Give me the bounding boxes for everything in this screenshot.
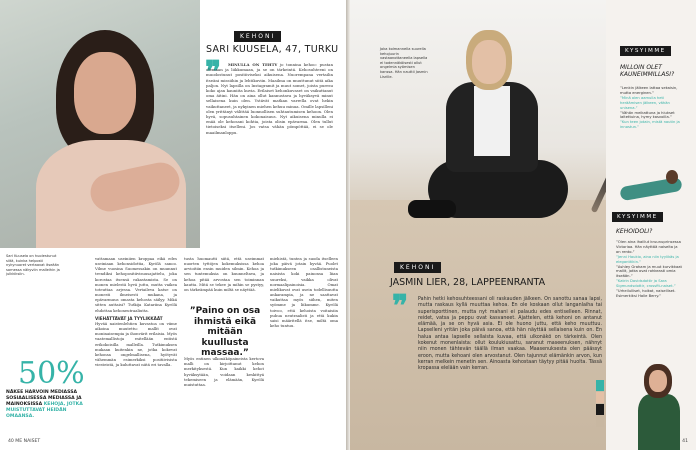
survey-tag-1: KYSYIMME — [620, 46, 671, 56]
portrait-photo-sari — [0, 0, 200, 248]
page-number-right: 41 — [682, 439, 688, 444]
article-column-3: miehistä, tuntea ja suoda itselleen joka päivä jotain hyvää. Puolet tutkimukseen osallistuneista naisista koki painonsa liian suureksi, vaikka olivat normaalipainoisia. Omat mielikuvat ovat usein todellisuutta ankarampia, ja ne saattavat vaikuttaa myös siihen, miten syömme ja liikumme. Kyrölä toivoo, että kehoista voitaisiin puhua neutraalisti ja että kukin saisi määritellä itse, miltä oma keho tuntuu. — [270, 256, 338, 329]
answer: ”Vähän meikattuna ja hiukset laitettuina, hymy kasvoilla.” — [620, 110, 675, 120]
column2-more: Myös entinen ulkonäköpaineista kertova malli on kirjoittanut kehon merkityksestä. Kun kaikki kehot hyväksytään, voidaan keskittyä tekemiseen ja elämään, Kyrölä muistuttaa. — [184, 356, 264, 387]
photo-woman-standing — [634, 360, 684, 450]
section-tag-right: KEHONI — [394, 262, 441, 273]
column1-text: vattamaan useiniien kroppaa eikä edes useiniaan kehonsidottia, Kyrölä sanoo. Vilme vuosina Suomessakin on muunnut trendiksi kehopositiivisuusajattelu, joka korostaa itsensä rakastamista. Se on monen mielestä hyvä juttu, mutta vaikea toteuttaa arjessa. Vertaileva katse on monesti ilmeisesti mukana, ja epävarmuus omasta kehosta säilyy. Mikä sitten auttaisi? Tutkija Katariina Kyrölä ehdottaa kehoneutraaliutta. — [95, 256, 177, 313]
answer: ”Lenkin jälkeen lattaa sekaisin, mutta energinen.” — [620, 86, 678, 95]
survey-tag-2: KYSYIMME — [612, 212, 663, 222]
column2-text: tusta huomautti siitä, että useimmat nuorten tyttöjen kokemuksissa kehoa arvioitiin ensin muiden silmin. Kehoa ja sen tuntemuksia on kuunneltava, ja kehoa pitää arvostaa sen toiminnan kautta. Mitä se tekee ja mihin se pystyy, on tärkeämpää kuin miltä se näyttää. — [184, 256, 264, 292]
photo-woman-lying — [614, 168, 690, 208]
quote-mark-icon: ❞ — [392, 289, 409, 324]
answer-accent: ”Jenni Haukio, aina niin tyylikäs ja eleganttikin.” — [616, 254, 679, 264]
answer-accent: ”Minä olen aamulla heti heräämisen jälkeen, vähän unisena.” — [620, 95, 670, 110]
testimonial-text-right: Pahin hetki kehosuhteessani oli raskauden jälkeen. On sanottu sanaa lapsi, mutta raskaus kyllä muuttaa kehoa. En ole koskaan ollut langanlaiha tai superisporttinen, mutta nyt mahani ei palaudu edes entiselleen. Rinnat, reidet, vatsa ja peppu ovat kasvaneet. Ajattelen, että kehoni on antanut elämää, ja se on hyvä asia. Ei ole huono juttu, että keho muuttuu. Lapselleni yritän joka päivä sanoa, että hän näyttää sellaisena kuin on. En halua antaa lapselle sellaista kuvaa, että ulkonäkö on tärkeintä. Olen kokenut monenlaista: ollut koulukiusattu, saranut maseenuksen, nähnyt niin monen tähtevän täällä ilman vaakaa. Maasenuksesta olen päässyt eroon, mutta kehoani olen arvostanut. Olen tajunnut elämänkin arvon, kun kerran melkein menetin sen. Ainoasta kehostaan täytyy pitää huolta. Tässä kropassa elelään vain kerran. — [418, 297, 602, 372]
photo-caption-right: Joka kolmannella suurella kehojuurin vastaanottaneella lapsella ei todennäköisesti ollut ongelmia syömisen kanssa. Hän nauttii Jasmin Lisrille. — [380, 47, 428, 79]
testimonial-lead: MINULLA ON TEHTY — [228, 62, 278, 67]
photo-caption: Sari Kuusela on huolestunut siitä, kuinka helposti nykynuoret vertaavat itseään somessa näkyviin malleihin ja julkkiksiin. — [6, 254, 60, 277]
testimonial-text — [206, 62, 333, 135]
section-tag: KEHONI — [234, 31, 281, 42]
answer-accent: ”Kun teen jotain, mistä nautin ja innostun.” — [620, 120, 680, 130]
portrait-photo-jasmin — [408, 30, 578, 240]
stat-text-accent: KEHOJA, JOTKA MUISTUTTAVAT HEIDÄN OMAANSA. — [6, 402, 83, 419]
testimonial-body: jo tonnina kehoo: pustan olemaan ja liikkumaan, ja se on tärkeintä. Kehosuhteeni on muodostunut positiiviseksi aikuisena. Nuorempana vertailin itseäni missiihin ja lehtikuviin. Maailma on muuttunut siitä aika paljon. Nyt lapsilla on Instagramit ja muut somet, joista puresu koko ajan kauniita kuvia. Erilaiset kehonkuvaset on vaikuttanut oma äitini. Hän on aina ollut kannustava ja hyväksyvä minut sellaisena kuin olen. Ystävät matkan varrella ovat hekin vaikuttaneet, ja nykyinen miehen kehuu minua. Omille lapsilleni olen yrittänyt välittää luonnollisen suhtautumisen kehoon. Olen hyvä, sopusuhtainen kokonaisuus. Nyt aikuisena minulla ei enää ole kehosani kohtia, joista olisin epävarma. Olen tullut tietoiseksi itselleni. Jos vatsa vähän pömpöttää, ei se ole maailmanloppu. — [206, 62, 333, 135]
answer-accent: ”Katrin Davidsdottir ja Sara Sigmundsdottir, crossfit-naiset.” — [616, 279, 676, 289]
survey-answers-2 — [616, 240, 682, 299]
subheading: VIEHÄTTÄVÄT JA TYYLIKKÄÄT — [95, 315, 163, 321]
article-column-1 — [95, 256, 177, 367]
stat-text-main: NÄKEE HARVOIN MEDIASSA SOSIAALISESSA MEDIASSA JA MAINOKSISSA — [6, 390, 82, 407]
answer: ”Olen aina ihaillut kruunuprinsessa Victoriaa. Hän näyttää naiselta ja on rento.” — [616, 240, 681, 254]
stat-description — [6, 390, 88, 420]
answer: ”Ashley Graham ja muut kurvikkaat mallit, jotka ovat rohkeasti omia itseään.” — [616, 264, 682, 279]
color-strip — [596, 380, 604, 426]
stat-number: 50% — [18, 356, 85, 391]
quote-mark-icon: ❞ — [205, 55, 222, 90]
page-number-left: 40 ME NAISET — [8, 439, 41, 444]
person-heading-right: JASMIN LIER, 28, LAPPEENRANTA — [390, 277, 546, 288]
left-page — [0, 0, 346, 450]
survey-question-2: KEHOIDOLI? — [616, 228, 653, 235]
survey-question-1: MILLOIN OLET KAUNEIMMILLASI? — [620, 64, 675, 79]
column1-more: Hyvää naistenlehtien kuvastoa on viime aikoina muutettu: mallit ovat moninaisempia ja ihonvärit erilaisia. Myös vaatemallistoja esitellään entistä erikokoisilla malleilla. Tutkimuksen mukaan kuitenkin ne, jotka kokevat kehonsa ongelmallisena, hyötyvät vähemmän esimerkiksi positiivisista viesteistä, ja kuluttavat niitä eri tavalla. — [95, 320, 177, 368]
person-heading: SARI KUUSELA, 47, TURKU — [206, 44, 339, 55]
pull-quote: ”Paino on osa ihmistä eikä mitään kuullusta massaa.” — [189, 306, 261, 358]
survey-answers-1 — [620, 86, 684, 130]
right-page — [350, 0, 696, 450]
answer: ”Urheilulliset, hoikat, naiselliset. Esimerkiksi Halle Berry.” — [616, 289, 676, 298]
